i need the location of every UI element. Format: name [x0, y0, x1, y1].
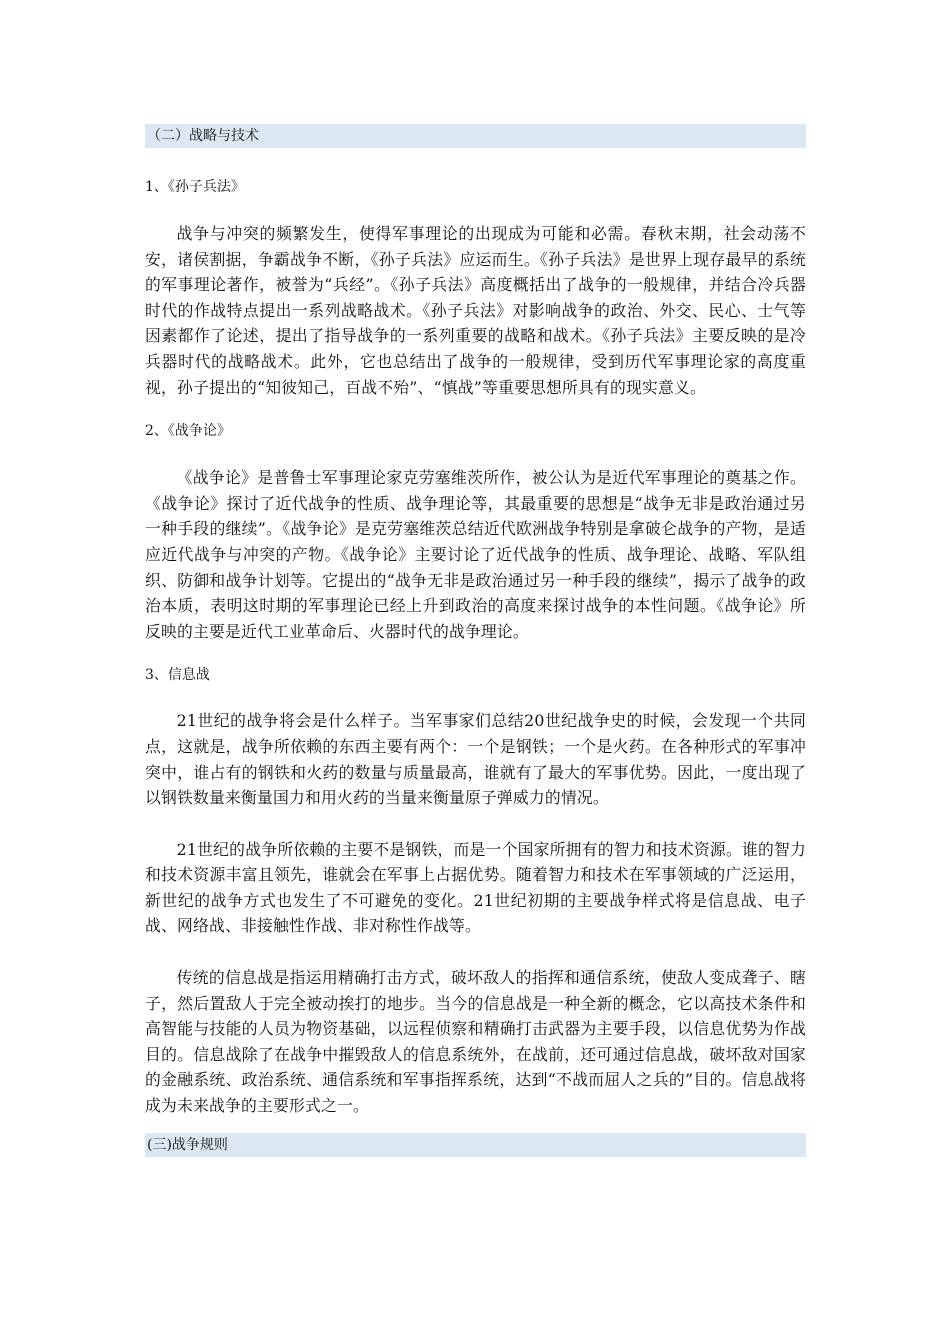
item-heading-sunzi: 1、《孙子兵法》 [145, 179, 245, 195]
paragraph-info-war-2: 21世纪的战争所依赖的主要不是钢铁，而是一个国家所拥有的智力和技术资源。谁的智力和技术资源丰富且领先，谁就会在军事上占据优势。随着智力和技术在军事领域的广泛运用，新世纪的战争方式也发生了不可避免的变化。21世纪初期的主要战争样式将是信息战、电子战、网络战、非接触性作战、非对称性作战等。 [145, 839, 806, 936]
paragraph-on-war: 《战争论》是普鲁士军事理论家克劳塞维茨所作，被公认为是近代军事理论的奠基之作。《战争论》探讨了近代战争的性质、战争理论等，其最重要的思想是“战争无非是政治通过另一种手段的继续”。《战争论》是克劳塞维茨总结近代欧洲战争特别是拿破仑战争的产物，是适应近代战争与冲突的产物。《战争论》主要讨论了近代战争的性质、战争理论、战略、军队组织、防御和战争计划等。它提出的“战争无非是政治通过另一种手段的继续”，揭示了战争的政治本质，表明这时期的军事理论已经上升到政治的高度来探讨战争的本性问题。《战争论》所反映的主要是近代工业革命后、火器时代的战争理论。 [145, 468, 806, 641]
paragraph-sunzi: 战争与冲突的频繁发生，使得军事理论的出现成为可能和必需。春秋末期，社会动荡不安，诸侯割据，争霸战争不断，《孙子兵法》应运而生。《孙子兵法》是世界上现存最早的系统的军事理论著作，被誉为“兵经”。《孙子兵法》高度概括出了战争的一般规律，并结合冷兵器时代的作战特点提出一系列战略战术。《孙子兵法》对影响战争的政治、外交、民心、士气等因素都作了论述，提出了指导战争的一系列重要的战略和战术。《孙子兵法》主要反映的是冷兵器时代的战略战术。此外，它也总结出了战争的一般规律，受到历代军事理论家的高度重视，孙子提出的“知彼知己，百战不殆”、“慎战”等重要思想所具有的现实意义。 [145, 224, 806, 397]
section-heading-strategy: （二）战略与技术 [145, 124, 806, 148]
paragraph-info-war-1: 21世纪的战争将会是什么样子。当军事家们总结20世纪战争史的时候，会发现一个共同点，这就是，战争所依赖的东西主要有两个：一个是钢铁；一个是火药。在各种形式的军事冲突中，谁占有的钢铁和火药的数量与质量最高，谁就有了最大的军事优势。因此，一度出现了以钢铁数量来衡量国力和用火药的当量来衡量原子弹威力的情况。 [145, 711, 806, 808]
paragraph-info-war-3: 传统的信息战是指运用精确打击方式，破坏敌人的指挥和通信系统，使敌人变成聋子、瞎子，然后置敌人于完全被动挨打的地步。当今的信息战是一种全新的概念，它以高技术条件和高智能与技能的人员为物资基础，以远程侦察和精确打击武器为主要手段，以信息优势为作战目的。信息战除了在战争中摧毁敌人的信息系统外，在战前，还可通过信息战，破坏敌对国家的金融系统、政治系统、通信系统和军事指挥系统，达到“不战而屈人之兵的”目的。信息战将成为未来战争的主要形式之一。 [145, 968, 806, 1116]
document-page [145, 124, 806, 1157]
section-heading-rules: (三)战争规则 [145, 1133, 806, 1157]
item-heading-info-war: 3、信息战 [145, 667, 210, 684]
item-heading-on-war: 2、《战争论》 [145, 423, 231, 440]
